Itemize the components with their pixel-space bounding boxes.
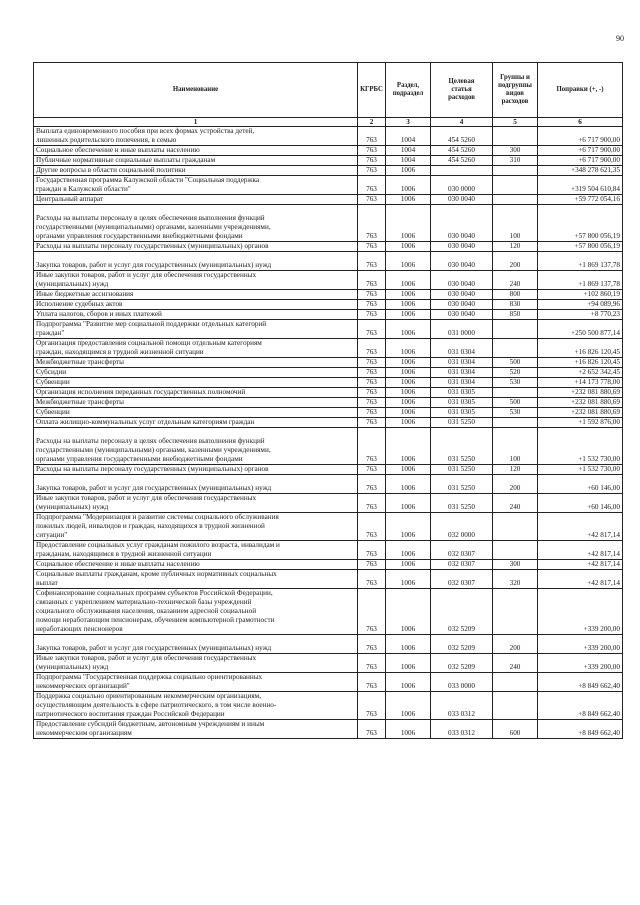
row-amount: +348 278 621,35 [538, 166, 623, 176]
row-name: Расходы на выплаты персоналу в целях обеспечения выполнения функций государственными (муниципальными) органами, казенными учреждениями, органами управления государственными внебюджетными фондами [34, 205, 358, 242]
row-name: Организация исполнения переданных государственных полномочий [34, 388, 358, 398]
row-name: Уплата налогов, сборов и иных платежей [34, 310, 358, 320]
row-section: 1006 [386, 195, 431, 205]
row-expense-group [493, 673, 538, 692]
row-amount: +94 089,96 [538, 300, 623, 310]
row-name: Межбюджетные трансферты [34, 398, 358, 408]
table-row [34, 570, 623, 589]
row-amount: +232 081 880,69 [538, 388, 623, 398]
row-name: Софинансирование социальных программ субъектов Российской Федерации, связанных с укреплением материально-технической базы учреждений социального обслуживания населения, оказанием адресной социальной помощи неработающим пенсионерам, обучением компьютерной грамотности неработающих пенсионеров [34, 589, 358, 635]
row-expense-group: 310 [493, 156, 538, 166]
row-amount: +1 532 730,00 [538, 428, 623, 465]
row-amount: +339 200,00 [538, 635, 623, 654]
budget-amendments-table [33, 62, 623, 739]
row-article: 031 5250 [431, 428, 493, 465]
table-row [34, 378, 623, 388]
row-kgrbs: 763 [358, 166, 386, 176]
row-article: 030 0040 [431, 195, 493, 205]
row-name: Закупка товаров, работ и услуг для государственных (муниципальных) нужд [34, 635, 358, 654]
page-number: 90 [616, 34, 624, 43]
row-kgrbs: 763 [358, 195, 386, 205]
row-section: 1006 [386, 654, 431, 673]
row-article: 032 0307 [431, 560, 493, 570]
row-expense-group [493, 127, 538, 146]
table-row [34, 560, 623, 570]
row-amount: +102 860,19 [538, 290, 623, 300]
table-row [34, 494, 623, 513]
row-amount: +14 173 778,00 [538, 378, 623, 388]
row-amount: +8 849 662,40 [538, 720, 623, 739]
row-article: 030 0040 [431, 252, 493, 271]
row-expense-group: 300 [493, 560, 538, 570]
row-kgrbs: 763 [358, 654, 386, 673]
row-section: 1006 [386, 589, 431, 635]
row-name: Другие вопросы в области социальной политики [34, 166, 358, 176]
row-expense-group: 120 [493, 242, 538, 252]
row-section: 1004 [386, 156, 431, 166]
row-amount: +57 800 056,19 [538, 242, 623, 252]
row-amount: +339 200,00 [538, 654, 623, 673]
row-section: 1006 [386, 320, 431, 339]
row-article: 031 5250 [431, 475, 493, 494]
row-section: 1006 [386, 271, 431, 290]
row-kgrbs: 763 [358, 673, 386, 692]
row-section: 1006 [386, 541, 431, 560]
row-kgrbs: 763 [358, 156, 386, 166]
table-row [34, 271, 623, 290]
row-kgrbs: 763 [358, 513, 386, 541]
row-section: 1006 [386, 252, 431, 271]
row-article: 030 0040 [431, 290, 493, 300]
row-article: 030 0040 [431, 205, 493, 242]
header-name: Наименование [34, 63, 358, 118]
row-section: 1006 [386, 290, 431, 300]
row-expense-group: 500 [493, 358, 538, 368]
row-section: 1006 [386, 300, 431, 310]
row-amount: +1 869 137,78 [538, 271, 623, 290]
row-name: Закупка товаров, работ и услуг для государственных (муниципальных) нужд [34, 475, 358, 494]
row-kgrbs: 763 [358, 494, 386, 513]
row-article: 031 0304 [431, 368, 493, 378]
row-kgrbs: 763 [358, 176, 386, 195]
row-expense-group: 800 [493, 290, 538, 300]
row-expense-group: 520 [493, 368, 538, 378]
table-row [34, 465, 623, 475]
row-article: 031 0000 [431, 320, 493, 339]
row-kgrbs: 763 [358, 339, 386, 358]
table-row [34, 146, 623, 156]
row-article: 031 5250 [431, 494, 493, 513]
row-name: Государственная программа Калужской области "Социальная поддержка граждан в Калужской области" [34, 176, 358, 195]
table-row [34, 195, 623, 205]
row-expense-group: 240 [493, 271, 538, 290]
row-article: 031 0304 [431, 378, 493, 388]
row-amount: +1 592 876,00 [538, 418, 623, 428]
row-article: 033 0312 [431, 720, 493, 739]
table-row [34, 475, 623, 494]
row-section: 1006 [386, 388, 431, 398]
row-section: 1006 [386, 398, 431, 408]
row-name: Предоставление субсидий бюджетным, автономным учреждениям и иным некоммерческим организациям [34, 720, 358, 739]
table-row [34, 368, 623, 378]
row-amount: +42 817,14 [538, 513, 623, 541]
row-section: 1006 [386, 242, 431, 252]
table-row [34, 418, 623, 428]
row-article: 030 0040 [431, 242, 493, 252]
row-section: 1006 [386, 339, 431, 358]
row-amount: +339 200,00 [538, 589, 623, 635]
row-expense-group: 500 [493, 398, 538, 408]
row-section: 1006 [386, 205, 431, 242]
row-expense-group [493, 339, 538, 358]
row-expense-group: 320 [493, 570, 538, 589]
header-article: Целевая статья расходов [431, 63, 493, 118]
row-kgrbs: 763 [358, 368, 386, 378]
row-amount: +59 772 054,16 [538, 195, 623, 205]
row-kgrbs: 763 [358, 388, 386, 398]
row-amount: +8 849 662,40 [538, 673, 623, 692]
row-name: Подпрограмма "Развитие мер социальной поддержки отдельных категорий граждан" [34, 320, 358, 339]
table-row [34, 541, 623, 560]
row-expense-group: 100 [493, 205, 538, 242]
row-name: Иные закупки товаров, работ и услуг для обеспечения государственных (муниципальных) нужд [34, 494, 358, 513]
table-body [34, 127, 623, 739]
row-section: 1006 [386, 475, 431, 494]
row-article: 031 0305 [431, 408, 493, 418]
column-number: 5 [493, 118, 538, 127]
row-amount: +6 717 900,00 [538, 127, 623, 146]
row-name: Иные закупки товаров, работ и услуг для обеспечения государственных (муниципальных) нужд [34, 271, 358, 290]
table-row [34, 310, 623, 320]
row-expense-group [493, 388, 538, 398]
row-article: 031 0304 [431, 339, 493, 358]
row-name: Социальное обеспечение и иные выплаты населению [34, 560, 358, 570]
row-kgrbs: 763 [358, 635, 386, 654]
row-amount: +232 081 880,69 [538, 408, 623, 418]
row-name: Подпрограмма "Государственная поддержка социально ориентированных некоммерческих организаций" [34, 673, 358, 692]
row-expense-group [493, 195, 538, 205]
column-number: 3 [386, 118, 431, 127]
table-row [34, 166, 623, 176]
row-name: Центральный аппарат [34, 195, 358, 205]
column-number: 2 [358, 118, 386, 127]
row-name: Иные бюджетные ассигнования [34, 290, 358, 300]
row-kgrbs: 763 [358, 408, 386, 418]
row-section: 1004 [386, 146, 431, 156]
row-article: 454 5260 [431, 146, 493, 156]
row-expense-group: 120 [493, 465, 538, 475]
row-kgrbs: 763 [358, 418, 386, 428]
row-section: 1006 [386, 673, 431, 692]
row-article: 033 0000 [431, 673, 493, 692]
row-section: 1004 [386, 127, 431, 146]
row-kgrbs: 763 [358, 560, 386, 570]
row-amount: +42 817,14 [538, 560, 623, 570]
row-amount: +16 826 120,45 [538, 339, 623, 358]
row-article: 031 0305 [431, 398, 493, 408]
row-name: Социальное обеспечение и иные выплаты населению [34, 146, 358, 156]
header-kgrbs: КГРБС [358, 63, 386, 118]
row-expense-group [493, 541, 538, 560]
row-name: Субсидии [34, 368, 358, 378]
row-amount: +60 146,00 [538, 475, 623, 494]
row-kgrbs: 763 [358, 290, 386, 300]
table-row [34, 398, 623, 408]
row-section: 1006 [386, 176, 431, 195]
table-row [34, 654, 623, 673]
row-expense-group [493, 320, 538, 339]
row-name: Субвенции [34, 378, 358, 388]
row-kgrbs: 763 [358, 398, 386, 408]
table-row [34, 635, 623, 654]
row-expense-group [493, 589, 538, 635]
row-expense-group: 200 [493, 252, 538, 271]
column-number-row [34, 118, 623, 127]
row-kgrbs: 763 [358, 205, 386, 242]
row-kgrbs: 763 [358, 300, 386, 310]
header-expense-group: Группы и подгруппы видов расходов [493, 63, 538, 118]
row-article: 032 5209 [431, 635, 493, 654]
row-section: 1006 [386, 166, 431, 176]
row-section: 1006 [386, 465, 431, 475]
row-kgrbs: 763 [358, 428, 386, 465]
row-expense-group: 530 [493, 408, 538, 418]
row-kgrbs: 763 [358, 146, 386, 156]
row-article: 032 0000 [431, 513, 493, 541]
table-row [34, 156, 623, 166]
table-row [34, 388, 623, 398]
row-name: Расходы на выплаты персоналу государственных (муниципальных) органов [34, 465, 358, 475]
row-expense-group: 850 [493, 310, 538, 320]
row-name: Подпрограмма "Модернизация и развитие системы социального обслуживания пожилых людей, инвалидов и граждан, находящихся в трудной жизненной ситуации" [34, 513, 358, 541]
row-name: Исполнение судебных актов [34, 300, 358, 310]
row-section: 1006 [386, 428, 431, 465]
row-section: 1006 [386, 408, 431, 418]
row-kgrbs: 763 [358, 589, 386, 635]
table-row [34, 428, 623, 465]
row-name: Иные закупки товаров, работ и услуг для обеспечения государственных (муниципальных) нужд [34, 654, 358, 673]
row-name: Субвенции [34, 408, 358, 418]
row-kgrbs: 763 [358, 252, 386, 271]
row-kgrbs: 763 [358, 720, 386, 739]
row-name: Расходы на выплаты персоналу в целях обеспечения выполнения функций государственными (муниципальными) органами, казенными учреждениями, органами управления государственными внебюджетными фондами [34, 428, 358, 465]
row-article: 030 0000 [431, 176, 493, 195]
row-article: 454 5260 [431, 127, 493, 146]
row-article: 031 5250 [431, 418, 493, 428]
row-section: 1006 [386, 570, 431, 589]
row-name: Межбюджетные трансферты [34, 358, 358, 368]
row-amount: +8 770,23 [538, 310, 623, 320]
row-section: 1006 [386, 368, 431, 378]
row-kgrbs: 763 [358, 310, 386, 320]
table-row [34, 720, 623, 739]
row-amount: +1 532 730,00 [538, 465, 623, 475]
table-row [34, 408, 623, 418]
table-row [34, 290, 623, 300]
table-row [34, 589, 623, 635]
row-section: 1006 [386, 378, 431, 388]
row-kgrbs: 763 [358, 320, 386, 339]
row-expense-group: 200 [493, 635, 538, 654]
row-name: Закупка товаров, работ и услуг для государственных (муниципальных) нужд [34, 252, 358, 271]
table-row [34, 692, 623, 720]
row-expense-group: 100 [493, 428, 538, 465]
row-expense-group: 600 [493, 720, 538, 739]
row-amount: +1 869 137,78 [538, 252, 623, 271]
row-expense-group: 300 [493, 146, 538, 156]
row-kgrbs: 763 [358, 127, 386, 146]
row-kgrbs: 763 [358, 358, 386, 368]
row-name: Выплата единовременного пособия при всех формах устройства детей, лишенных родительского попечения, в семью [34, 127, 358, 146]
row-article: 031 0304 [431, 358, 493, 368]
row-section: 1006 [386, 494, 431, 513]
table-row [34, 252, 623, 271]
row-article: 030 0040 [431, 300, 493, 310]
column-number: 1 [34, 118, 358, 127]
column-number: 6 [538, 118, 623, 127]
header-section: Раздел, подраздел [386, 63, 431, 118]
row-article: 454 5260 [431, 156, 493, 166]
row-name: Расходы на выплаты персоналу государственных (муниципальных) органов [34, 242, 358, 252]
row-article [431, 166, 493, 176]
table-row [34, 320, 623, 339]
table-row [34, 176, 623, 195]
row-kgrbs: 763 [358, 570, 386, 589]
row-section: 1006 [386, 720, 431, 739]
row-amount: +57 800 056,19 [538, 205, 623, 242]
table-row [34, 339, 623, 358]
table-row [34, 205, 623, 242]
row-name: Социальные выплаты гражданам, кроме публичных нормативных социальных выплат [34, 570, 358, 589]
row-article: 032 0307 [431, 541, 493, 560]
row-expense-group [493, 176, 538, 195]
row-expense-group [493, 418, 538, 428]
row-section: 1006 [386, 692, 431, 720]
row-amount: +8 849 662,40 [538, 692, 623, 720]
row-amount: +60 146,00 [538, 494, 623, 513]
row-kgrbs: 763 [358, 541, 386, 560]
row-expense-group: 530 [493, 378, 538, 388]
table-row [34, 673, 623, 692]
row-name: Оплата жилищно-коммунальных услуг отдельным категориям граждан [34, 418, 358, 428]
table-row [34, 127, 623, 146]
row-kgrbs: 763 [358, 271, 386, 290]
header-amendments: Поправки (+, -) [538, 63, 623, 118]
row-expense-group: 240 [493, 494, 538, 513]
row-name: Публичные нормативные социальные выплаты гражданам [34, 156, 358, 166]
row-expense-group [493, 166, 538, 176]
row-amount: +250 500 877,14 [538, 320, 623, 339]
row-amount: +6 717 900,00 [538, 156, 623, 166]
row-expense-group: 200 [493, 475, 538, 494]
table-row [34, 513, 623, 541]
row-kgrbs: 763 [358, 692, 386, 720]
row-article: 032 5209 [431, 589, 493, 635]
table-row [34, 300, 623, 310]
column-number: 4 [431, 118, 493, 127]
row-kgrbs: 763 [358, 378, 386, 388]
row-expense-group: 240 [493, 654, 538, 673]
row-expense-group [493, 692, 538, 720]
row-section: 1006 [386, 358, 431, 368]
row-article: 030 0040 [431, 310, 493, 320]
row-article: 030 0040 [431, 271, 493, 290]
row-article: 032 5209 [431, 654, 493, 673]
row-article: 031 5250 [431, 465, 493, 475]
table-row [34, 358, 623, 368]
row-section: 1006 [386, 418, 431, 428]
row-kgrbs: 763 [358, 475, 386, 494]
row-kgrbs: 763 [358, 242, 386, 252]
row-amount: +2 652 342,45 [538, 368, 623, 378]
row-name: Предоставление социальных услуг гражданам пожилого возраста, инвалидам и гражданам, находящимся в трудной жизненной ситуации [34, 541, 358, 560]
table-header-row [34, 63, 623, 118]
row-amount: +16 826 120,45 [538, 358, 623, 368]
row-amount: +232 081 880,69 [538, 398, 623, 408]
row-expense-group [493, 513, 538, 541]
row-article: 032 0307 [431, 570, 493, 589]
row-section: 1006 [386, 560, 431, 570]
row-article: 033 0312 [431, 692, 493, 720]
row-amount: +6 717 900,00 [538, 146, 623, 156]
row-expense-group: 830 [493, 300, 538, 310]
row-section: 1006 [386, 310, 431, 320]
row-name: Поддержка социально ориентированным некоммерческим организациям, осуществляющим деятельность в сфере патриотического, в том числе военно- патриотического воспитания граждан Российской Федерации [34, 692, 358, 720]
row-section: 1006 [386, 635, 431, 654]
row-section: 1006 [386, 513, 431, 541]
row-amount: +42 817,14 [538, 570, 623, 589]
row-amount: +42 817,14 [538, 541, 623, 560]
table-row [34, 242, 623, 252]
row-kgrbs: 763 [358, 465, 386, 475]
row-amount: +319 504 610,84 [538, 176, 623, 195]
row-name: Организация предоставления социальной помощи отдельным категориям граждан, находящимся в трудной жизненной ситуации [34, 339, 358, 358]
row-article: 031 0305 [431, 388, 493, 398]
